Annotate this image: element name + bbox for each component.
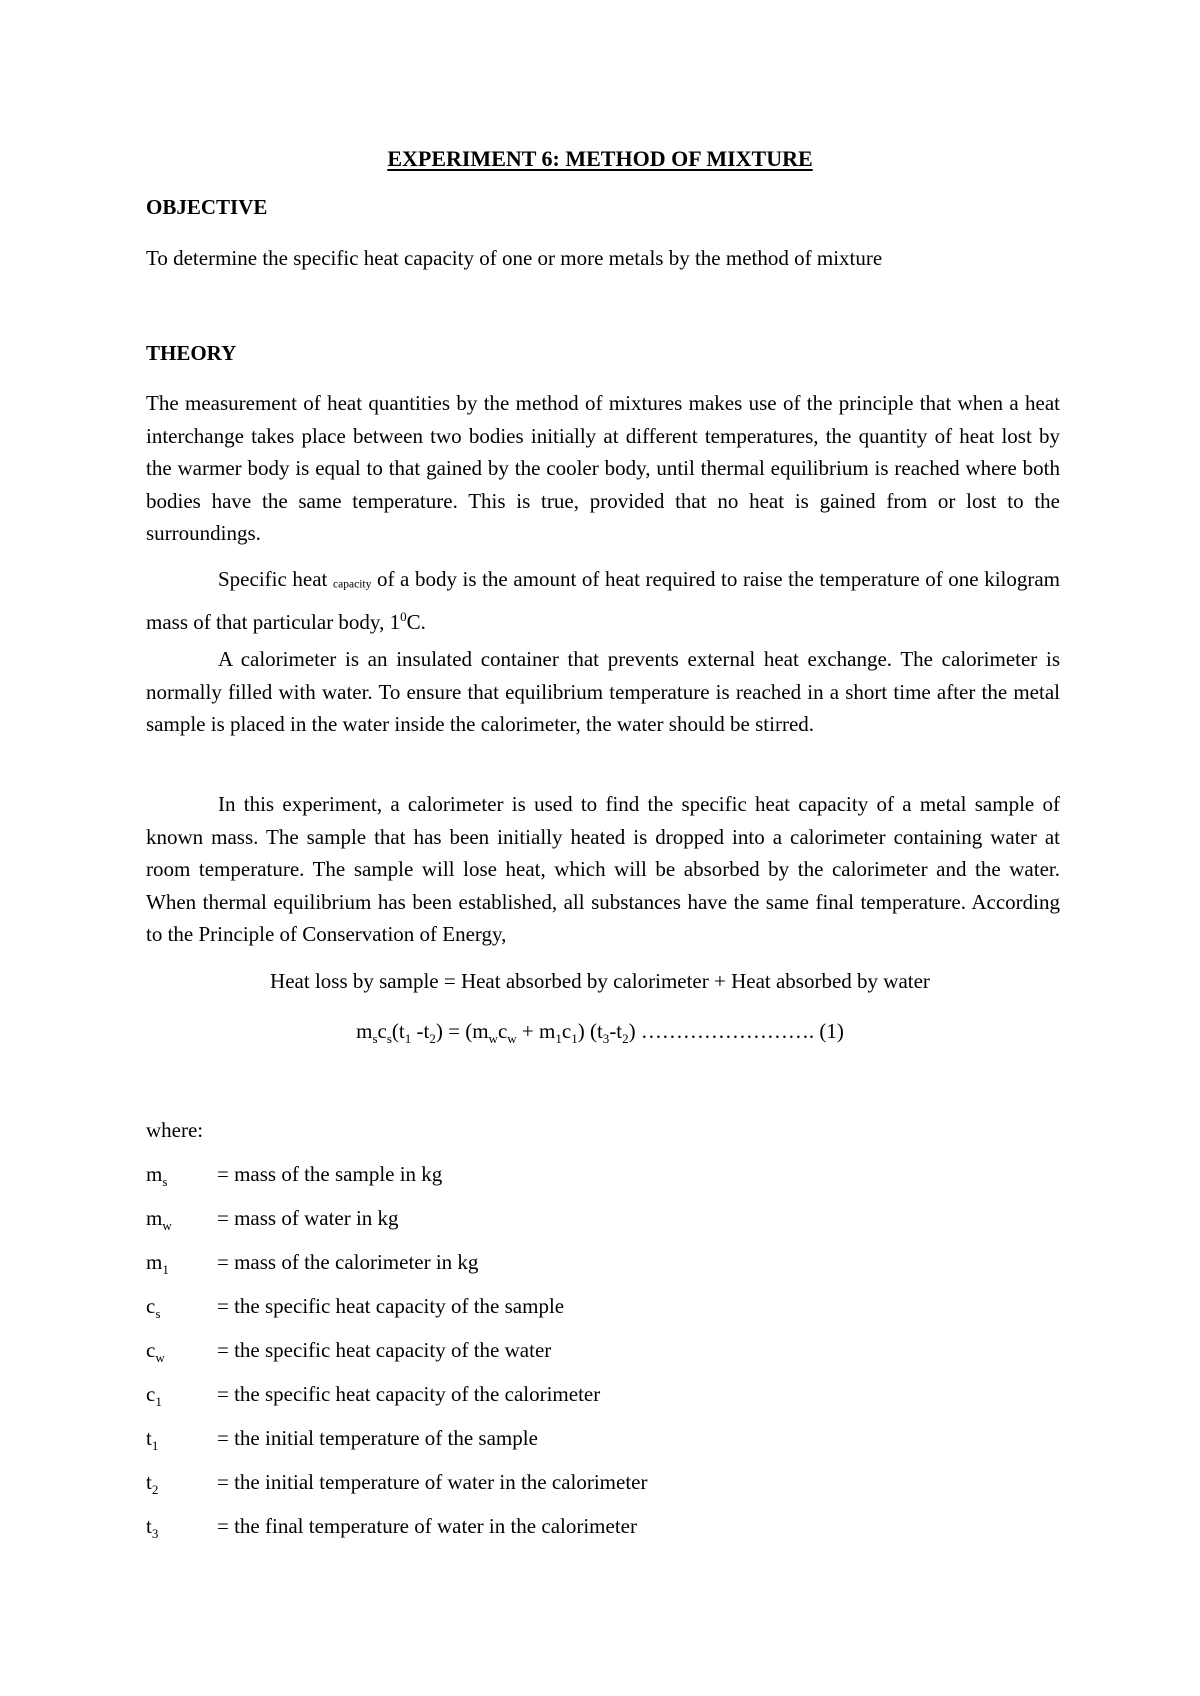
variable-symbol: $m_s$: [146, 1162, 168, 1190]
variable-definition: = the initial temperature of the sample: [217, 1426, 538, 1450]
theory-paragraph-3: A calorimeter is an insulated container that prevents external heat exchange. The calorimeter is normally filled with water. To ensure that equilibrium temperature is reached in a short time after the metal sample is placed in the water inside the calorimeter, the water should be stirred.: [146, 647, 1060, 736]
variable-row: [146, 1426, 1046, 1456]
theory-paragraph-1: The measurement of heat quantities by the method of mixtures makes use of the principle that when a heat interchange takes place between two bodies initially at different temperatures, the quantity of heat lost by the warmer body is equal to that gained by the cooler body, until thermal equilibrium is reached where both bodies have the same temperature. This is true, provided that no heat is gained from or lost to the surroundings.: [146, 391, 1060, 545]
p2-subscript: capacity: [332, 578, 372, 591]
variable-definition: = mass of the sample in kg: [217, 1162, 443, 1186]
theory-heading: THEORY: [146, 341, 237, 365]
p2-text-before: Specific heat: [218, 567, 333, 591]
variable-symbol: $c_s$: [146, 1294, 161, 1322]
variable-definition: = the final temperature of water in the calorimeter: [217, 1514, 637, 1538]
where-label: where:: [146, 1118, 204, 1142]
variable-row: [146, 1338, 1046, 1368]
variable-symbol: $t_1$: [146, 1426, 159, 1454]
objective-heading: OBJECTIVE: [146, 195, 268, 219]
equation-words: Heat loss by sample = Heat absorbed by calorimeter + Heat absorbed by water: [270, 969, 930, 993]
variable-row: [146, 1294, 1046, 1324]
variable-row: [146, 1250, 1046, 1280]
p2-text-after: C.: [406, 610, 426, 635]
variable-definition: = mass of water in kg: [217, 1206, 399, 1230]
variable-row: [146, 1206, 1046, 1236]
equation-formula: $m_sc_s(t_1$ $-t_2) = (m_wc_w + m_1c_1)$ $(t_3-t_2)$: [356, 1019, 636, 1047]
variable-definition: = the initial temperature of water in the calorimeter: [217, 1470, 648, 1494]
variable-definition: = the specific heat capacity of the water: [217, 1338, 552, 1362]
equation-label: ……………………. (1): [640, 1019, 844, 1043]
variable-symbol: $m_1$: [146, 1250, 169, 1278]
variable-definition: = the specific heat capacity of the sample: [217, 1294, 565, 1318]
variable-definition: = the specific heat capacity of the calorimeter: [217, 1382, 601, 1406]
variable-definition: = mass of the calorimeter in kg: [217, 1250, 479, 1274]
page-title: EXPERIMENT 6: METHOD OF MIXTURE: [387, 146, 813, 171]
theory-paragraph-2: [146, 563, 1060, 639]
variable-row: [146, 1470, 1046, 1500]
variable-row: [146, 1382, 1046, 1412]
p2-superscript: 0: [400, 609, 407, 625]
variable-row: [146, 1162, 1046, 1192]
variable-symbol: $c_w$: [146, 1338, 165, 1366]
theory-paragraph-4: In this experiment, a calorimeter is used to find the specific heat capacity of a metal sample of known mass. The sample that has been initially heated is dropped into a calorimeter containing water at room temperature. The sample will lose heat, which will be absorbed by the calorimeter and the water. When thermal equilibrium has been established, all substances have the same final temperature. According to the Principle of Conservation of Energy,: [146, 792, 1060, 946]
equation-1: [0, 1019, 1200, 1047]
variable-row: [146, 1514, 1046, 1544]
variable-symbol: $t_2$: [146, 1470, 159, 1498]
variable-symbol: $m_w$: [146, 1206, 172, 1234]
p2-text-mid: of a body is the amount of heat required to raise the temperature of one kilogram mass of that particular body, 1: [146, 567, 1061, 635]
variable-symbol: $t_3$: [146, 1514, 159, 1542]
objective-text: To determine the specific heat capacity of one or more metals by the method of mixture: [146, 246, 883, 270]
variable-symbol: $c_1$: [146, 1382, 162, 1410]
